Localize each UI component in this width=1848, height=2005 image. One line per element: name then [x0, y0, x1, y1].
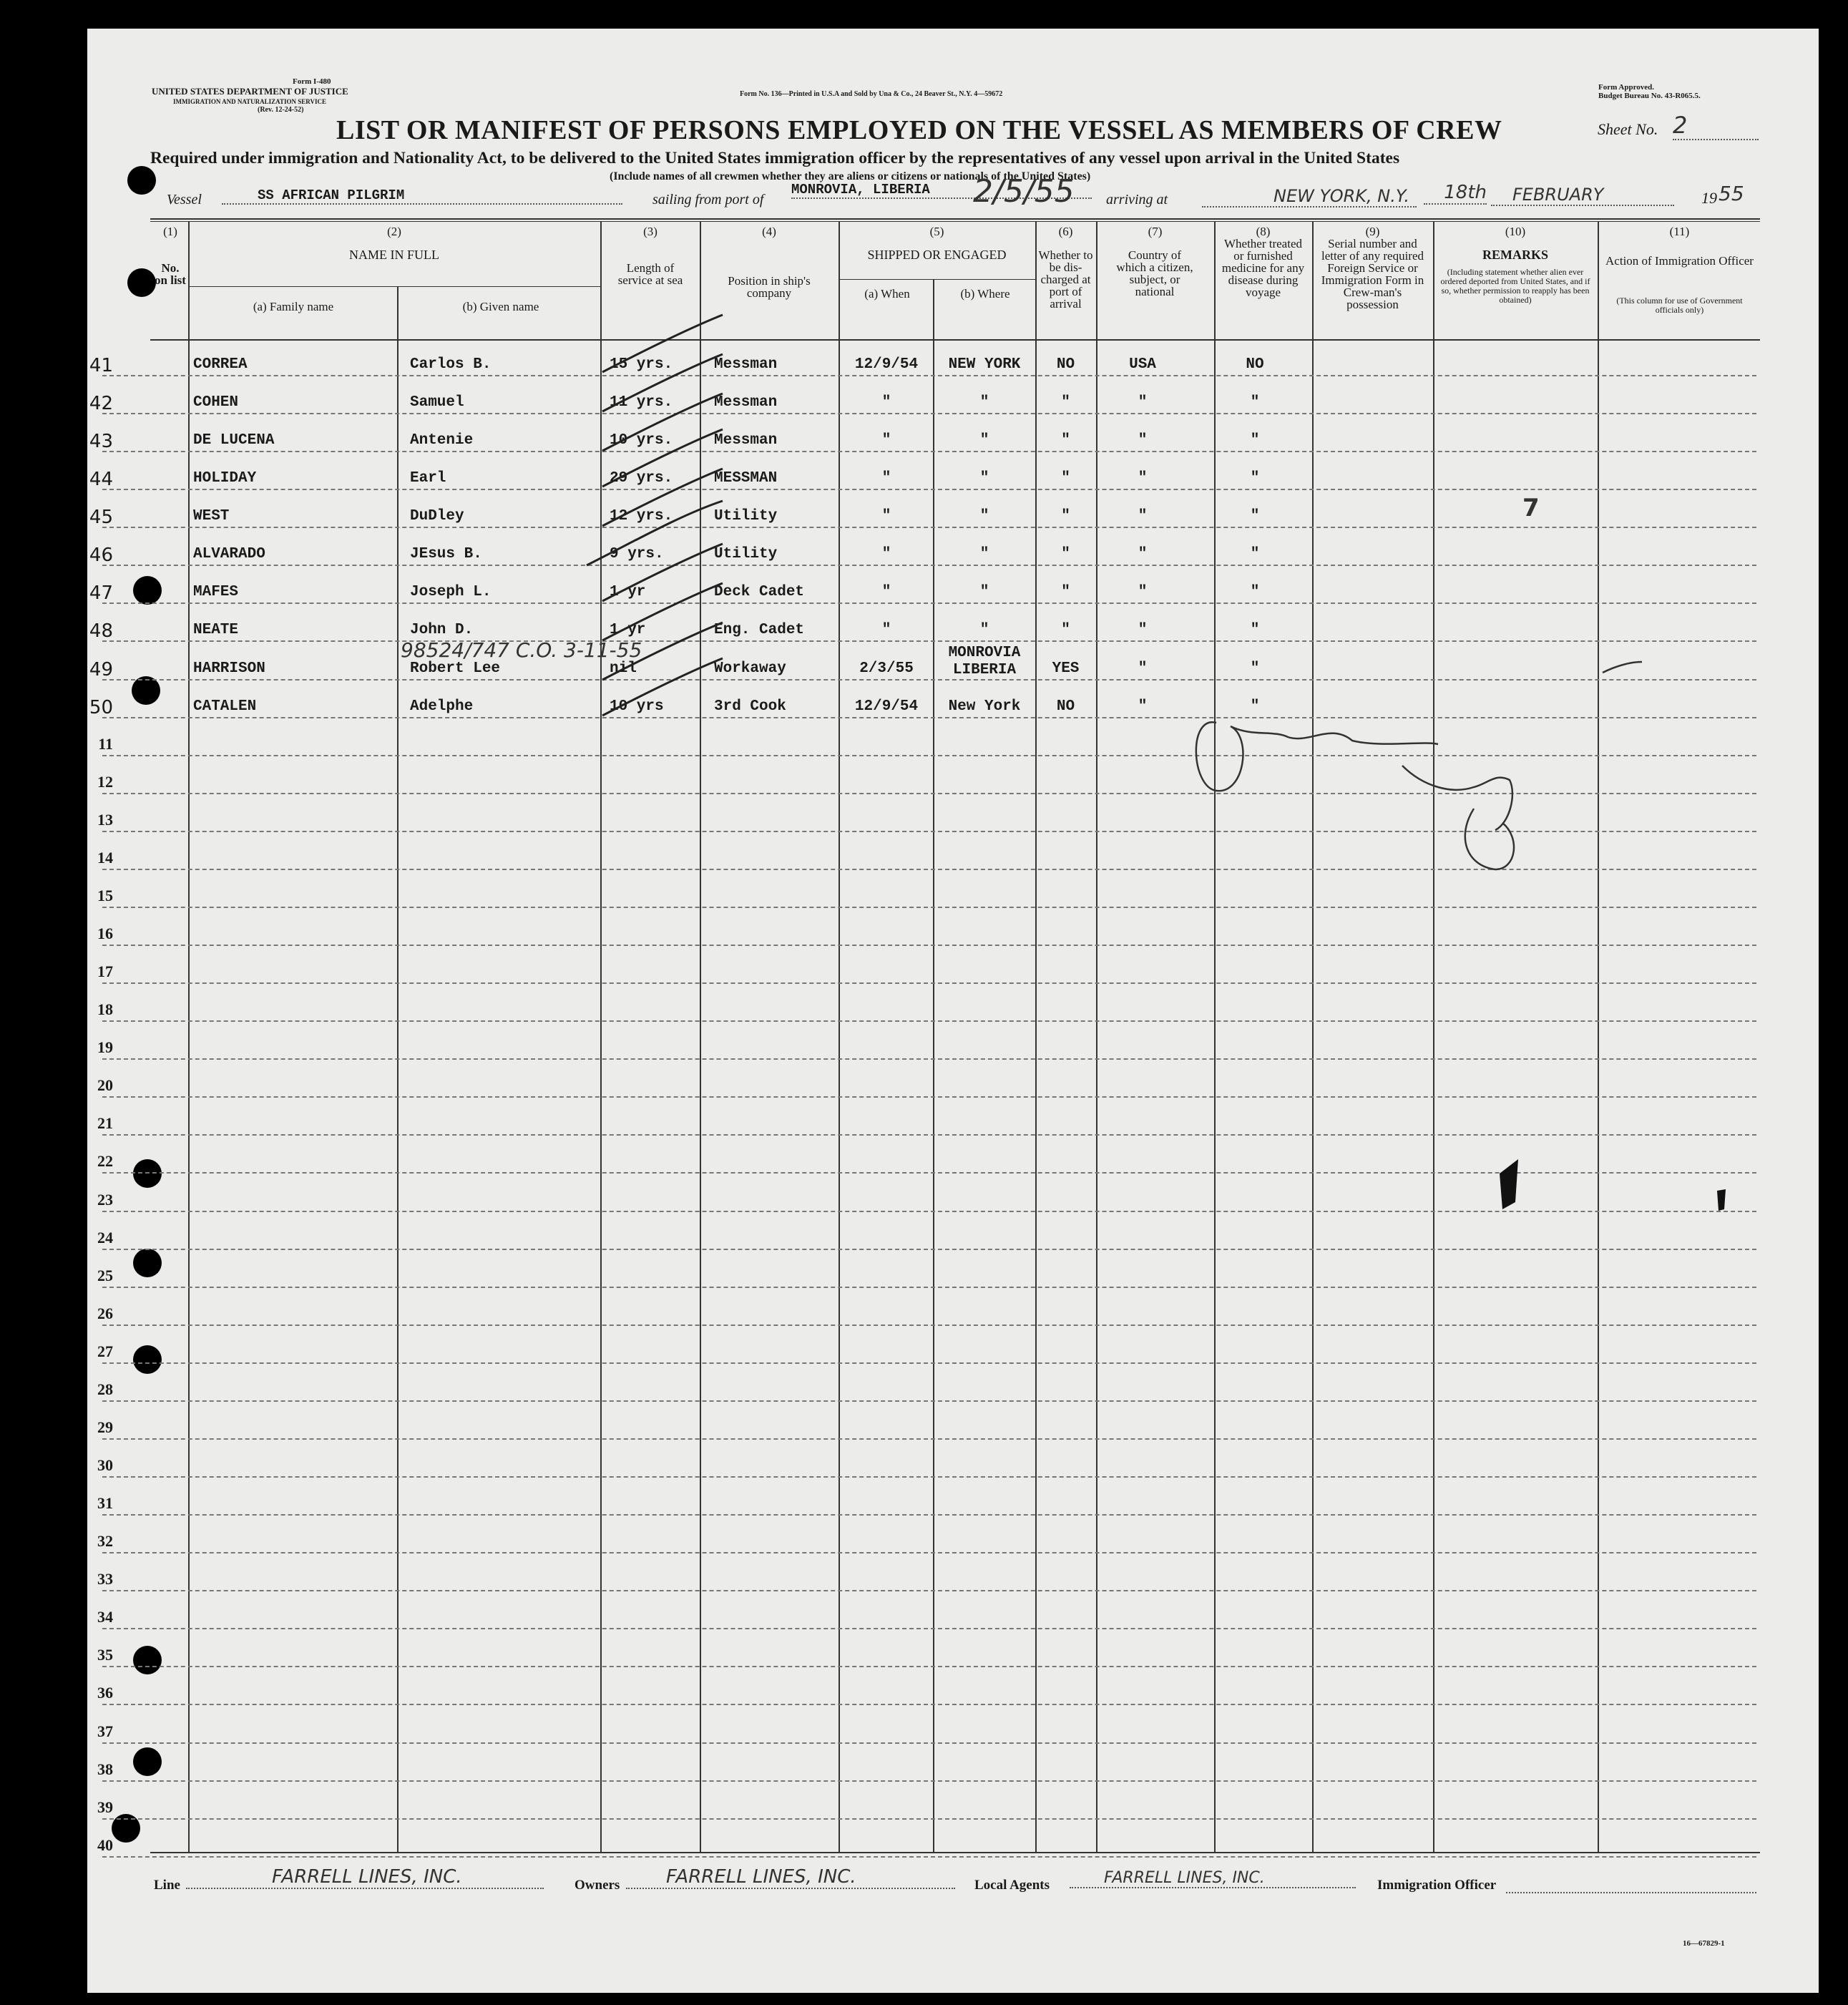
col-header-shipped: SHIPPED OR ENGAGED	[867, 248, 1007, 262]
row-number: 45	[89, 507, 113, 529]
shipped-when-cell: "	[881, 432, 891, 449]
row-number: 20	[97, 1076, 113, 1095]
col-3-number: (3)	[643, 225, 657, 238]
footer-agents-label: Local Agents	[974, 1878, 1050, 1893]
country-cell: "	[1138, 622, 1148, 639]
row-number: 16	[97, 925, 113, 943]
sheet-label: Sheet No.	[1598, 120, 1658, 138]
given-name-cell: John D.	[410, 622, 474, 639]
row-number: 37	[97, 1722, 113, 1740]
footer-line-value: FARRELL LINES, INC.	[186, 1866, 544, 1889]
given-name-cell: Antenie	[410, 432, 474, 449]
form-revision: (Rev. 12-24-52)	[258, 106, 304, 114]
vessel-label: Vessel	[167, 192, 202, 208]
shipped-when-cell: 2/3/55	[859, 660, 914, 677]
row-number: 40	[97, 1835, 113, 1854]
row-number: 22	[97, 1152, 113, 1171]
col-2-number: (2)	[387, 225, 401, 238]
position-cell: Utility	[714, 508, 778, 525]
footer-line-label: Line	[154, 1878, 180, 1893]
position-cell: Eng. Cadet	[714, 622, 805, 639]
row-number: 26	[97, 1304, 113, 1322]
row-number: 12	[97, 772, 113, 791]
medicine-cell: "	[1250, 394, 1260, 411]
family-name-cell: NEATE	[193, 622, 239, 639]
country-cell: "	[1138, 394, 1148, 411]
shipped-where-cell: "	[979, 546, 989, 563]
row-number: 24	[97, 1228, 113, 1247]
shipped-where-cell: "	[979, 622, 989, 639]
col-header-list-number: No. on list	[155, 261, 186, 287]
col-header-discharge: Whether to be dis-charged at port of arrival	[1038, 248, 1093, 311]
position-cell: MESSMAN	[714, 470, 778, 487]
col-6-number: (6)	[1058, 225, 1073, 238]
include-line: (Include names of all crewmen whether they are aliens or citizens or nationals of the United States)	[610, 170, 1091, 182]
row-number: 17	[97, 962, 113, 981]
row-number: 50	[89, 696, 113, 718]
row-number: 15	[97, 886, 113, 904]
medicine-cell: "	[1250, 622, 1260, 639]
service-cell: nil	[610, 660, 637, 677]
row-number: 33	[97, 1570, 113, 1589]
family-name-cell: MAFES	[193, 584, 239, 601]
service-name: IMMIGRATION AND NATURALIZATION SERVICE	[173, 98, 326, 105]
col-4-number: (4)	[762, 225, 776, 238]
position-cell: Messman	[714, 432, 778, 449]
departure-port: MONROVIA, LIBERIA	[791, 182, 1092, 199]
family-name-cell: DE LUCENA	[193, 432, 275, 449]
col-header-when: (a) When	[864, 287, 910, 301]
medicine-cell: "	[1250, 660, 1260, 677]
country-cell: "	[1138, 660, 1148, 677]
country-cell: "	[1138, 546, 1148, 563]
given-name-cell: Robert Lee	[410, 660, 501, 677]
arrival-day: 18th	[1424, 182, 1487, 205]
col-header-family-name: (a) Family name	[253, 300, 334, 313]
col-5-number: (5)	[929, 225, 944, 238]
footer-agents-value: FARRELL LINES, INC.	[1070, 1869, 1356, 1888]
country-cell: "	[1138, 698, 1148, 715]
family-name-cell: CORREA	[193, 356, 248, 373]
family-name-cell: WEST	[193, 508, 230, 525]
given-name-cell: DuDley	[410, 508, 464, 525]
service-cell: 29 yrs.	[610, 470, 673, 487]
footer-officer-line	[1506, 1891, 1756, 1893]
discharge-cell: NO	[1056, 356, 1075, 373]
row-number: 49	[89, 658, 113, 680]
row-number: 23	[97, 1190, 113, 1209]
service-cell: 1 yr	[610, 584, 646, 601]
row-number: 41	[89, 355, 113, 376]
shipped-where-cell: "	[979, 584, 989, 601]
service-cell: 9 yrs.	[610, 546, 664, 563]
footer-owners-label: Owners	[575, 1878, 620, 1893]
row-number: 25	[97, 1266, 113, 1284]
family-name-cell: HARRISON	[193, 660, 265, 677]
col-header-serial: Serial number and letter of any required Foreign Service or Immigration Form in Crew-man's possession	[1321, 237, 1424, 311]
position-cell: Messman	[714, 356, 778, 373]
col-header-name: NAME IN FULL	[349, 248, 439, 262]
budget-bureau: Budget Bureau No. 43-R065.5.	[1598, 92, 1701, 100]
arrival-month: FEBRUARY	[1491, 185, 1674, 206]
medicine-cell: "	[1250, 698, 1260, 715]
footer-owners-value: FARRELL LINES, INC.	[626, 1866, 955, 1889]
medicine-cell: "	[1250, 508, 1260, 525]
medicine-cell: "	[1250, 584, 1260, 601]
country-cell: "	[1138, 584, 1148, 601]
row-number: 36	[97, 1684, 113, 1702]
discharge-cell: YES	[1052, 660, 1080, 677]
arrival-year-prefix: 19	[1701, 189, 1717, 207]
col-header-service: Length of service at sea	[617, 261, 683, 287]
shipped-where-cell: "	[979, 394, 989, 411]
position-cell: Deck Cadet	[714, 584, 805, 601]
row-number: 29	[97, 1418, 113, 1436]
discharge-cell: "	[1061, 508, 1070, 525]
country-cell: USA	[1129, 356, 1156, 373]
printer-note: Form No. 136—Printed in U.S.A and Sold by Una & Co., 24 Beaver St., N.Y. 4—59672	[740, 90, 1003, 98]
col-8-number: (8)	[1256, 225, 1271, 238]
arrival-year-suffix: 55	[1719, 182, 1744, 205]
sailing-label: sailing from port of	[652, 192, 764, 208]
harrison-annotation: 98524/747 C.O. 3-11-55	[401, 638, 642, 662]
agency-name: UNITED STATES DEPARTMENT OF JUSTICE	[152, 86, 348, 97]
arrival-port: NEW YORK, N.Y.	[1202, 186, 1417, 208]
country-cell: "	[1138, 508, 1148, 525]
row-number: 30	[97, 1456, 113, 1475]
col-header-action-note: (This column for use of Government officials only)	[1616, 296, 1743, 315]
medicine-cell: "	[1250, 546, 1260, 563]
row-number: 43	[89, 431, 113, 453]
given-name-cell: Adelphe	[410, 698, 474, 715]
row-number: 42	[89, 393, 113, 415]
ink-blot	[1500, 1159, 1726, 1211]
family-name-cell: HOLIDAY	[193, 470, 257, 487]
required-line: Required under immigration and Nationality Act, to be delivered to the United States immigration officer by the representatives of any vessel upon arrival in the United States	[150, 149, 1400, 167]
shipped-when-cell: 12/9/54	[854, 698, 919, 715]
form-approved: Form Approved.	[1598, 83, 1655, 92]
service-cell: 15 yrs.	[610, 356, 673, 373]
given-name-cell: Carlos B.	[410, 356, 492, 373]
given-name-cell: Joseph L.	[410, 584, 492, 601]
shipped-when-cell: "	[881, 622, 891, 639]
shipped-when-cell: 12/9/54	[854, 356, 919, 373]
signature-scrawl	[1196, 662, 1642, 869]
shipped-when-cell: "	[881, 584, 891, 601]
remarks-mark: 7	[1522, 494, 1540, 522]
row-number: 19	[97, 1038, 113, 1057]
medicine-cell: NO	[1246, 356, 1264, 373]
service-cell: 12 yrs.	[610, 508, 673, 525]
service-cell: 11 yrs.	[610, 394, 673, 411]
medicine-cell: "	[1250, 470, 1260, 487]
row-number: 34	[97, 1608, 113, 1626]
given-name-cell: JEsus B.	[410, 546, 482, 563]
col-header-remarks-note: (Including statement whether alien ever ordered deported from United States, and if so, whether permission to reapply has been obtained)	[1440, 267, 1590, 305]
shipped-when-cell: "	[881, 546, 891, 563]
arriving-label: arriving at	[1106, 192, 1168, 208]
position-cell: Workaway	[714, 660, 786, 677]
shipped-where-cell: NEW YORK	[948, 356, 1021, 373]
shipped-when-cell: "	[881, 394, 891, 411]
page-title: LIST OR MANIFEST OF PERSONS EMPLOYED ON THE VESSEL AS MEMBERS OF CREW	[336, 115, 1502, 145]
shipped-when-cell: "	[881, 508, 891, 525]
col-10-number: (10)	[1505, 225, 1526, 238]
vessel-name: SS AFRICAN PILGRIM	[222, 187, 622, 205]
col-header-given-name: (b) Given name	[462, 300, 539, 313]
col-11-number: (11)	[1669, 225, 1690, 238]
discharge-cell: "	[1061, 432, 1070, 449]
shipped-where-cell: MONROVIA LIBERIA	[948, 644, 1021, 678]
given-name-cell: Earl	[410, 470, 446, 487]
form-id: Form I-480	[293, 77, 331, 86]
col-1-number: (1)	[163, 225, 177, 238]
col-header-action: Action of Immigration Officer	[1605, 254, 1754, 268]
row-number: 48	[89, 620, 113, 643]
given-name-cell: Samuel	[410, 394, 464, 411]
row-number: 21	[97, 1114, 113, 1133]
row-number: 18	[97, 1000, 113, 1019]
discharge-cell: "	[1061, 622, 1070, 639]
row-number: 14	[97, 848, 113, 867]
row-number: 28	[97, 1380, 113, 1398]
row-number: 27	[97, 1342, 113, 1360]
col-9-number: (9)	[1365, 225, 1380, 238]
service-cell: 1 yr	[610, 622, 646, 639]
col-header-remarks: REMARKS	[1482, 248, 1548, 262]
discharge-cell: "	[1061, 584, 1070, 601]
row-number: 13	[97, 810, 113, 829]
col-header-position: Position in ship's company	[728, 274, 811, 300]
family-name-cell: ALVARADO	[193, 546, 265, 563]
row-number: 38	[97, 1760, 113, 1778]
shipped-where-cell: "	[979, 508, 989, 525]
service-cell: 10 yrs	[610, 698, 664, 715]
row-number: 39	[97, 1797, 113, 1816]
position-cell: Utility	[714, 546, 778, 563]
country-cell: "	[1138, 432, 1148, 449]
sail-date: 2/5/55	[973, 173, 1075, 210]
family-name-cell: COHEN	[193, 394, 239, 411]
col-header-medicine: Whether treated or furnished medicine for any disease during voyage	[1221, 237, 1305, 299]
row-number: 47	[89, 582, 113, 605]
shipped-where-cell: New York	[948, 698, 1021, 715]
row-number: 44	[89, 469, 113, 491]
position-cell: 3rd Cook	[714, 698, 786, 715]
col-header-where: (b) Where	[960, 287, 1010, 301]
shipped-when-cell: "	[881, 470, 891, 487]
family-name-cell: CATALEN	[193, 698, 257, 715]
medicine-cell: "	[1250, 432, 1260, 449]
position-cell: Messman	[714, 394, 778, 411]
discharge-cell: NO	[1056, 698, 1075, 715]
footer-officer-label: Immigration Officer	[1377, 1878, 1497, 1893]
discharge-cell: "	[1061, 394, 1070, 411]
row-number: 11	[98, 734, 113, 753]
row-number: 32	[97, 1532, 113, 1551]
service-cell: 10 yrs.	[610, 432, 673, 449]
shipped-where-cell: "	[979, 470, 989, 487]
shipped-where-cell: "	[979, 432, 989, 449]
col-header-country: Country of which a citizen, subject, or national	[1116, 248, 1193, 298]
discharge-cell: "	[1061, 470, 1070, 487]
row-number: 35	[97, 1646, 113, 1664]
col-7-number: (7)	[1148, 225, 1163, 238]
row-number: 46	[89, 545, 113, 567]
sheet-number: 2	[1673, 112, 1759, 140]
row-number: 31	[97, 1494, 113, 1513]
discharge-cell: "	[1061, 546, 1070, 563]
country-cell: "	[1138, 470, 1148, 487]
footer-code: 16—67829-1	[1683, 1939, 1725, 1948]
